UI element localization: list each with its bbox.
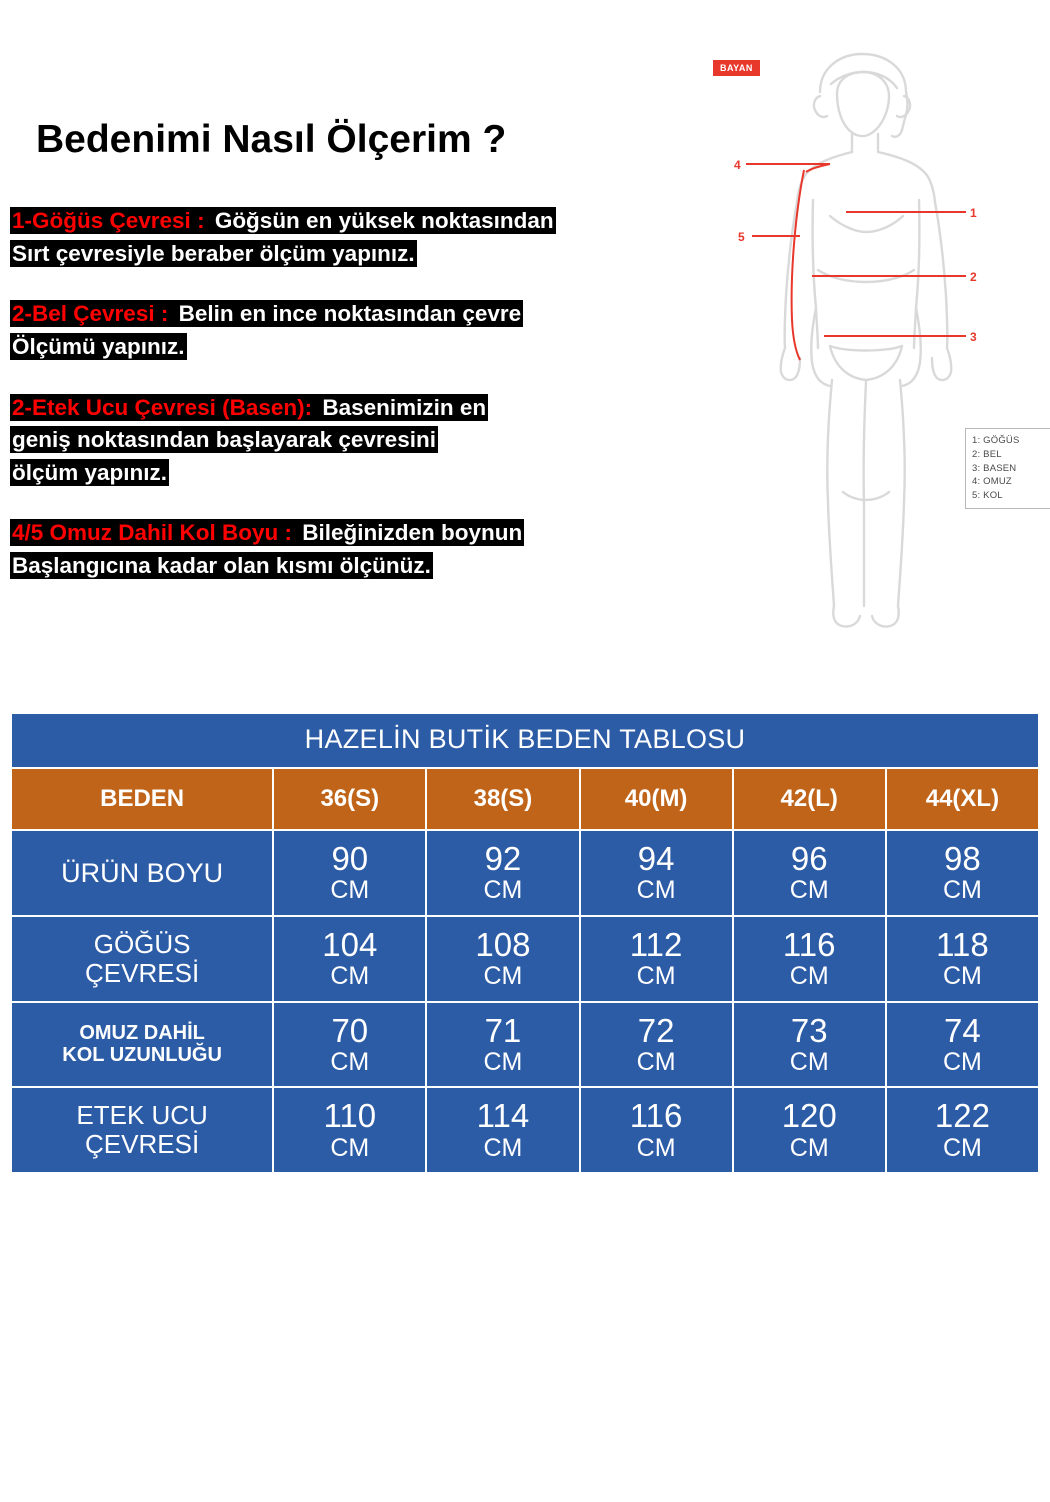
instruction-line: [10, 457, 710, 490]
female-body-diagram: [700, 40, 1040, 660]
instruction-line: [10, 238, 710, 271]
measurement-cell: [580, 830, 733, 916]
instruction-text: Sırt çevresiyle beraber ölçüm yapınız.: [12, 240, 415, 266]
measurement-cell: [426, 1087, 579, 1173]
instruction-line: [10, 424, 710, 457]
row-label: ETEK UCU ÇEVRESİ: [11, 1087, 273, 1173]
measurement-value: 108: [475, 925, 531, 963]
measurement-cell: [733, 830, 886, 916]
measurement-value: 96: [790, 840, 828, 877]
instruction-text: Başlangıcına kadar olan kısmı ölçünüz.: [12, 553, 431, 578]
measurement-cell: [426, 830, 579, 916]
header-size-44: 44(XL): [886, 768, 1039, 830]
measurement-value: 92: [484, 840, 522, 877]
legend-item: 2: BEL: [972, 448, 1002, 460]
measurement-cell: [886, 916, 1039, 1002]
instruction-block: [10, 517, 710, 582]
header-size-36: 36(S): [273, 768, 426, 830]
measurement-unit: CM: [942, 876, 982, 905]
table-title-row: [11, 713, 1039, 768]
measurement-value: 104: [322, 925, 378, 963]
table-header-row: [11, 768, 1039, 830]
measurement-cell: [733, 916, 886, 1002]
instruction-line: [10, 550, 710, 583]
measurement-unit: CM: [330, 1047, 370, 1076]
instruction-term: 2-Bel Çevresi :: [12, 301, 169, 327]
measurement-value: 74: [944, 1011, 981, 1049]
marker-1-label: 1: [970, 206, 977, 220]
measurement-unit: CM: [483, 876, 523, 905]
measurement-unit: CM: [942, 1047, 982, 1076]
header-beden: BEDEN: [11, 768, 273, 830]
row-label: OMUZ DAHİL KOL UZUNLUĞU: [11, 1002, 273, 1088]
marker-2-label: 2: [970, 270, 977, 284]
row-label: GÖĞÜS ÇEVRESİ: [11, 916, 273, 1002]
instruction-block: [10, 392, 710, 490]
measurement-value: 71: [484, 1011, 522, 1049]
measurement-cell: [426, 1002, 579, 1088]
body-figure: [700, 40, 1040, 660]
instruction-text: Belin en ince noktasından çevre: [172, 301, 522, 327]
legend-item: 1: GÖĞÜS: [972, 435, 1020, 446]
instruction-block: [10, 205, 710, 270]
header-size-42: 42(L): [733, 768, 886, 830]
table-row: [11, 916, 1039, 1002]
header-size-40: 40(M): [580, 768, 733, 830]
table-row: [11, 1002, 1039, 1088]
measurement-guide-section: [0, 0, 1050, 700]
measurement-cell: [273, 1087, 426, 1173]
table-row: [11, 1087, 1039, 1173]
measurement-value: 73: [790, 1011, 828, 1049]
instruction-text: Ölçümü yapınız.: [12, 333, 185, 359]
instruction-text: Bileğinizden boynun: [296, 520, 523, 546]
row-label: ÜRÜN BOYU: [11, 830, 273, 916]
measurement-value: 110: [323, 1097, 377, 1135]
marker-5-label: 5: [738, 230, 745, 244]
measurement-value: 98: [944, 840, 981, 877]
measurement-unit: CM: [636, 1047, 676, 1076]
measurement-value: 122: [934, 1097, 990, 1135]
measurement-value: 118: [936, 925, 989, 963]
measurement-unit: CM: [789, 962, 829, 991]
instruction-text: ölçüm yapınız.: [12, 459, 168, 485]
instruction-term: 1-Göğüs Çevresi :: [12, 208, 205, 233]
page-title: Bedenimi Nasıl Ölçerim ?: [36, 118, 507, 161]
measurement-unit: CM: [942, 1133, 982, 1162]
measurement-unit: CM: [636, 962, 676, 991]
measurement-value: 94: [637, 840, 675, 877]
table-body: [11, 830, 1039, 1173]
measurement-cell: [426, 916, 579, 1002]
legend-item: 4: OMUZ: [972, 476, 1012, 488]
measurement-cell: [733, 1087, 886, 1173]
measurement-cell: [886, 830, 1039, 916]
instruction-line: [10, 331, 710, 364]
bayan-tag: BAYAN: [713, 60, 760, 76]
measurement-value: 120: [781, 1097, 837, 1135]
size-chart-table: [10, 712, 1040, 1174]
measurement-unit: CM: [636, 876, 676, 905]
measurement-unit: CM: [330, 876, 370, 905]
measurement-value: 116: [629, 1097, 683, 1135]
legend-item: 3: BASEN: [972, 462, 1017, 474]
measurement-unit: CM: [483, 1047, 523, 1076]
measurement-cell: [580, 916, 733, 1002]
measurement-cell: [580, 1087, 733, 1173]
marker-3-label: 3: [970, 330, 977, 344]
measurement-cell: [273, 830, 426, 916]
instruction-term: 2-Etek Ucu Çevresi (Basen):: [12, 394, 313, 420]
measurement-unit: CM: [636, 1133, 676, 1162]
measurement-cell: [580, 1002, 733, 1088]
measurement-cell: [886, 1002, 1039, 1088]
measurement-unit: CM: [330, 962, 370, 991]
measurement-cell: [273, 1002, 426, 1088]
instructions-list: [10, 205, 710, 611]
measurement-cell: [886, 1087, 1039, 1173]
measurement-value: 112: [629, 925, 683, 963]
table-title: HAZELİN BUTİK BEDEN TABLOSU: [11, 713, 1039, 768]
measurement-unit: CM: [330, 1133, 370, 1162]
instruction-line: [10, 392, 710, 425]
instruction-term: 4/5 Omuz Dahil Kol Boyu :: [12, 520, 293, 546]
instruction-text: Göğsün en yüksek noktasından: [208, 208, 554, 233]
measurement-unit: CM: [483, 962, 523, 991]
measurement-legend: [965, 428, 1050, 509]
instruction-block: [10, 298, 710, 363]
header-size-38: 38(S): [426, 768, 579, 830]
measurement-unit: CM: [483, 1133, 523, 1162]
measurement-unit: CM: [789, 1047, 829, 1076]
measurement-unit: CM: [789, 876, 829, 905]
table-row: [11, 830, 1039, 916]
measurement-value: 72: [637, 1011, 675, 1049]
legend-item: 5: KOL: [972, 490, 1003, 502]
marker-4-label: 4: [734, 158, 741, 172]
measurement-unit: CM: [789, 1133, 829, 1162]
instruction-text: Basenimizin en: [316, 394, 487, 420]
measurement-value: 70: [331, 1011, 369, 1049]
measurement-value: 90: [331, 840, 369, 877]
measurement-unit: CM: [942, 962, 982, 991]
instruction-line: [10, 205, 710, 238]
measurement-value: 114: [476, 1097, 530, 1135]
measurement-cell: [733, 1002, 886, 1088]
instruction-text: geniş noktasından başlayarak çevresini: [12, 427, 436, 453]
instruction-line: [10, 517, 710, 550]
instruction-line: [10, 298, 710, 331]
measurement-value: 116: [782, 925, 836, 963]
measurement-cell: [273, 916, 426, 1002]
